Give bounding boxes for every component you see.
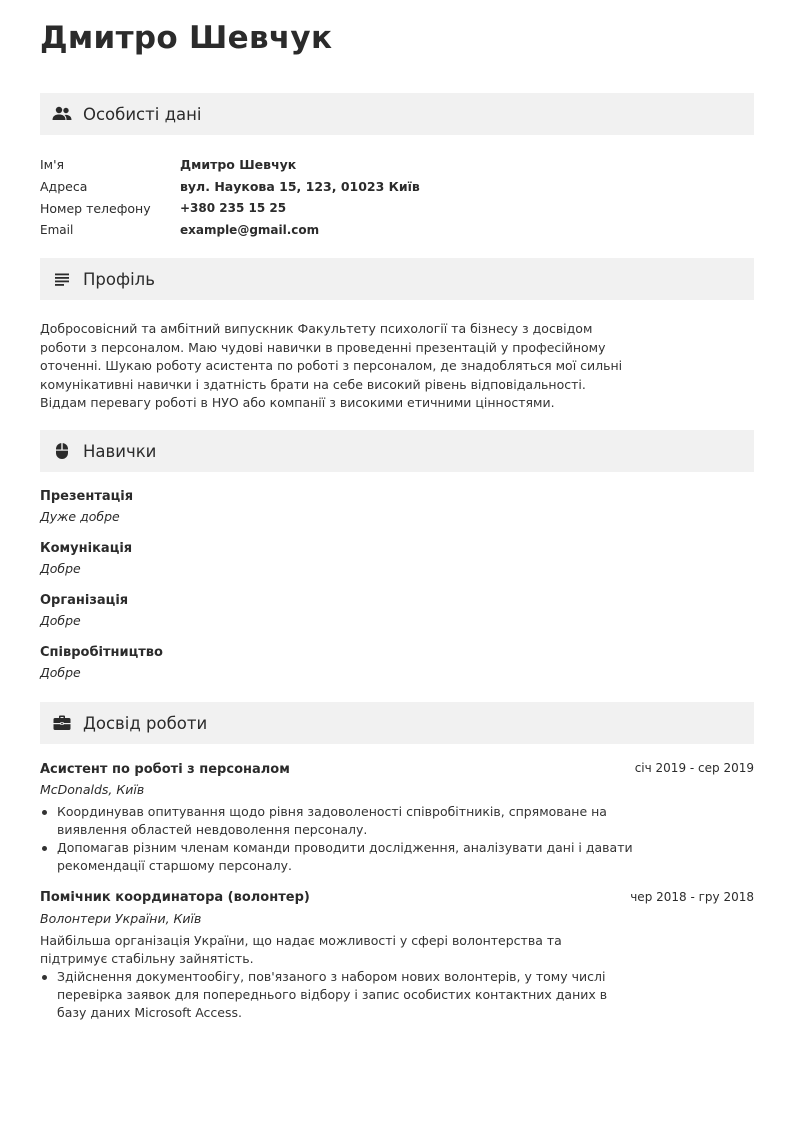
resume-name: Дмитро Шевчук xyxy=(40,20,333,56)
field-value: Дмитро Шевчук xyxy=(180,156,297,172)
personal-row-name xyxy=(40,154,296,174)
field-label: Email xyxy=(40,223,74,237)
job-dates: чер 2018 - гру 2018 xyxy=(630,890,754,904)
people-icon xyxy=(52,104,72,124)
list-item: Здійснення документообігу, пов'язаного з набором нових волонтерів, у тому числі перевірка заявок для попереднього відбору і запис особистих контактних даних в базу даних Microsoft Access. xyxy=(40,968,640,1022)
briefcase-icon xyxy=(52,713,72,733)
skill-name: Презентація xyxy=(40,489,134,504)
resume-page xyxy=(40,0,754,1122)
text-lines-icon xyxy=(52,269,72,289)
job-dates: січ 2019 - сер 2019 xyxy=(634,761,754,775)
skill-name: Співробітництво xyxy=(40,645,163,660)
personal-row-address xyxy=(40,176,420,196)
job-company: McDonalds, Київ xyxy=(40,782,145,797)
skill-level: Добре xyxy=(40,665,81,680)
skill-level: Дуже добре xyxy=(40,509,120,524)
section-header-skills xyxy=(40,430,754,472)
list-item: Допомагав різним членам команди проводити дослідження, аналізувати дані і давати рекомендації старшому персоналу. xyxy=(40,839,660,875)
skill-name: Комунікація xyxy=(40,541,133,556)
job-bullets xyxy=(40,968,640,1022)
section-header-personal xyxy=(40,93,754,135)
job-description: Найбільша організація України, що надає можливості у сфері волонтерства та підтримує стабільну зайнятість. xyxy=(40,933,562,966)
job-title: Асистент по роботі з персоналом xyxy=(40,762,290,777)
personal-row-phone xyxy=(40,198,286,218)
personal-row-email xyxy=(40,220,319,240)
field-label: Адреса xyxy=(40,178,88,194)
section-title: Навички xyxy=(83,441,157,461)
profile-line: Добросовісний та амбітний випускник Факультету психології та бізнесу з досвідом xyxy=(40,321,593,336)
profile-line: Віддам перевагу роботі в НУО або компанії з високими етичними цінностями. xyxy=(40,395,555,410)
section-header-profile xyxy=(40,258,754,300)
skill-name: Організація xyxy=(40,593,129,608)
list-item: Координував опитування щодо рівня задоволеності співробітників, спрямоване на виявлення областей невдоволення персоналу. xyxy=(40,803,660,839)
profile-line: комунікативні навички і здатність брати на себе високий рівень відповідальності. xyxy=(40,376,586,392)
field-value: вул. Наукова 15, 123, 01023 Київ xyxy=(180,178,420,194)
job-title: Помічник координатора (волонтер) xyxy=(40,890,310,905)
section-title: Профіль xyxy=(83,269,155,289)
field-label: Ім'я xyxy=(40,156,65,172)
mouse-icon xyxy=(52,441,72,461)
profile-line: роботи з персоналом. Маю чудові навички в проведенні презентацій у професійному xyxy=(40,339,606,355)
skill-level: Добре xyxy=(40,613,81,628)
field-value: +380 235 15 25 xyxy=(180,201,287,215)
skill-level: Добре xyxy=(40,561,81,576)
section-title: Досвід роботи xyxy=(83,713,208,733)
section-title: Особисті дані xyxy=(83,104,202,124)
field-label: Номер телефону xyxy=(40,200,151,216)
job-bullets xyxy=(40,803,660,875)
profile-line: оточенні. Шукаю роботу асистента по роботі з персоналом, де знадобляться мої сильні xyxy=(40,358,623,373)
profile-text xyxy=(40,320,640,413)
field-value: example@gmail.com xyxy=(180,223,320,237)
section-header-experience xyxy=(40,702,754,744)
job-company: Волонтери України, Київ xyxy=(40,911,202,926)
